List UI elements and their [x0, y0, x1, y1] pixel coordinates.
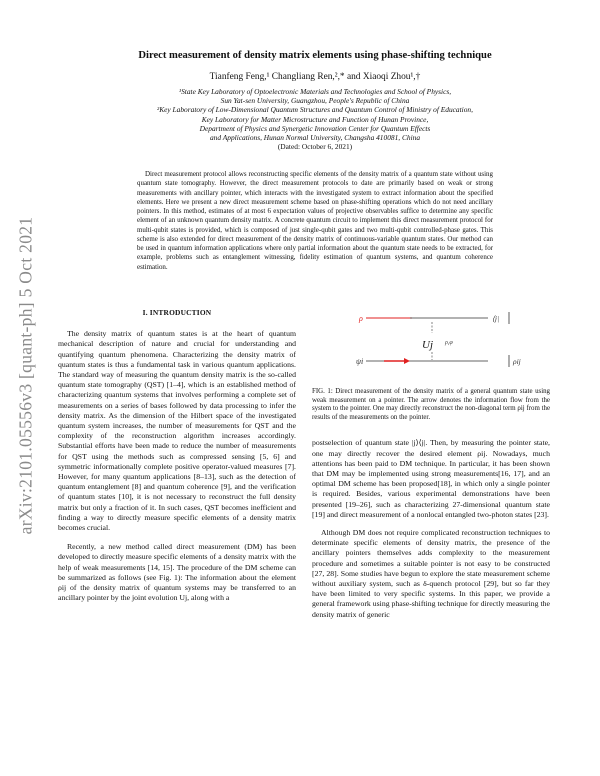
joint-evolution-label: Uj	[422, 339, 433, 351]
affiliation-line: Department of Physics and Synergetic Innovation Center for Quantum Effects	[199, 123, 431, 133]
section-heading-introduction: I. INTRODUCTION	[142, 308, 212, 317]
left-column	[58, 308, 296, 612]
paper-title: Direct measurement of density matrix elements using phase-shifting technique	[138, 50, 492, 61]
arxiv-identifier: arXiv:2101.05556v3 [quant-ph] 5 Oct 2021	[15, 216, 36, 534]
body-paragraph: Although DM does not require complicated reconstruction techniques to determinate specific elements of density matrix, the presence of the ancillary pointers themselves adds complexity to the measurement procedure and sometimes a suitable pointer is not easy to be constructed [27, 28]. Some studies have begun to explore the state measurement scheme without auxiliary system, such as δ-quench protocol [29], but so far they have been limited to very specific systems. In this paper, we provide a general framework using phase-shifting technique for directly measuring the density matrix of generic	[312, 528, 550, 619]
body-paragraph: The density matrix of quantum states is at the heart of quantum mechanical description of nature and crucial for understanding and quantifying quantum phenomena. Characterizing the density matrix of quantum states is thus a fundamental task in various quantum applications. The standard way of measuring the quantum density matrix is the so-called quantum state tomography (QST) [1–4], which is an established method of characterizing quantum systems that involves performing a complete set of measurements on a series of bases followed by data processing to infer the density matrix. As the dimension of the Hilbert space of the investigated quantum system increases, the number of measurements for QST and the complexity of the reconstruction algorithm increases accordingly. Substantial efforts have been made to reduce the number of measurements for QST using the methods such as compressed sensing [5, 6] and symmetric informationally complete positive operator-valued measures [7]. However, for many quantum applications [8–13], such as the detection of quantum entanglement [8] and quantum coherence [9], and the verification of quantum states [10], it is not necessary to reconstruct the full density matrix but only a fraction of it. In such cases, QST becomes inefficient and finding a way to directly measure specific elements of a density matrix becomes crucial.	[58, 329, 296, 533]
information-flow-arrowhead	[404, 358, 410, 364]
affiliation-line: Sun Yat-sen University, Guangzhou, People's Republic of China	[220, 96, 410, 106]
author-list: Tianfeng Feng,¹ Changliang Ren,²,* and Xiaoqi Zhou¹,†	[209, 72, 421, 82]
affiliation-line: and Applications, Hunan Normal University, Changsha 410081, China	[209, 133, 421, 143]
right-column	[312, 300, 550, 629]
affiliations	[80, 87, 550, 151]
pointer-state-label: ψi	[356, 357, 364, 366]
dated-line: (Dated: October 6, 2021)	[277, 142, 353, 152]
system-state-label: ρ	[359, 314, 363, 323]
affiliation-line: Key Laboratory for Matter Microstructure and Function of Hunan Province,	[201, 114, 429, 124]
affiliation-line: ²Key Laboratory of Low-Dimensional Quantum Structures and Quantum Control of Ministry of Education,	[157, 105, 473, 115]
body-paragraph: postselection of quantum state |j⟩⟨j|. Then, by measuring the pointer state, one may directly recover the desired element ρij. Nowadays, much attentions has been paid to DM technique. In particular, it has been shown that DM may be implemented using strong measurements[16, 17], and an optimal DM scheme has been proposed[18], in which only a single pointer is required. Besides, various experimental demonstrations have been presented [19–26], such as characterizing 27-dimensional quantum state [19] and direct measurement of a nonlocal entangled two-photon states [23].	[312, 438, 550, 519]
figure-1-diagram	[312, 300, 550, 378]
joint-evolution-superscript: ρ,φ	[445, 340, 453, 346]
affiliation-line: ¹State Key Laboratory of Optoelectronic Materials and Technologies and School of Physics,	[178, 87, 452, 96]
figure-1-caption: FIG. 1: Direct measurement of the density matrix of a general quantum state using weak measurement on a pointer. The arrow denotes the information flow from the system to the pointer. One may directly reconstruct the non-diagonal term ρij from the results of the measurements on the pointer.	[312, 388, 550, 421]
reconstructed-element-label: ρij	[513, 357, 521, 366]
measurement-circuit-diagram	[312, 300, 550, 378]
body-paragraph: Recently, a new method called direct measurement (DM) has been developed to directly measure specific elements of a density matrix with the help of weak measurements [14, 15]. The procedure of the DM scheme can be summarized as follows (see Fig. 1): The information about the element ρij of the density matrix of quantum systems may be transferred to an ancillary pointer by the joint evolution Uj, along with a	[58, 542, 296, 603]
abstract: Direct measurement protocol allows reconstructing specific elements of the density matrix of a quantum state without using quantum state tomography. However, the direct measurement protocols to date are primarily based on weak or strong measurements with ancillary pointer, which interacts with the investigated system to extract information about the specified elements. Here we present a new direct measurement scheme based on phase-shifting operations which do not need ancillary pointers. In this method, estimates of at most 6 expectation values of projective observables suffice to determine any specific element of an unknown quantum density matrix. A concrete quantum circuit to implement this direct measurement protocol for multi-qubit states is provided, which is composed of just single-qubit gates and two multi-qubit controlled-phase gates. This scheme is also extended for direct measurement of the density matrix of continuous-variable quantum states. Our method can be used in quantum information applications where only partial information about the quantum state needs to be extracted, for example, problems such as entanglement witnessing, fidelity estimation of quantum systems, and quantum coherence estimation.	[137, 170, 493, 271]
postselection-label: ⟨j|	[492, 314, 500, 323]
arxiv-stamp	[14, 175, 38, 575]
